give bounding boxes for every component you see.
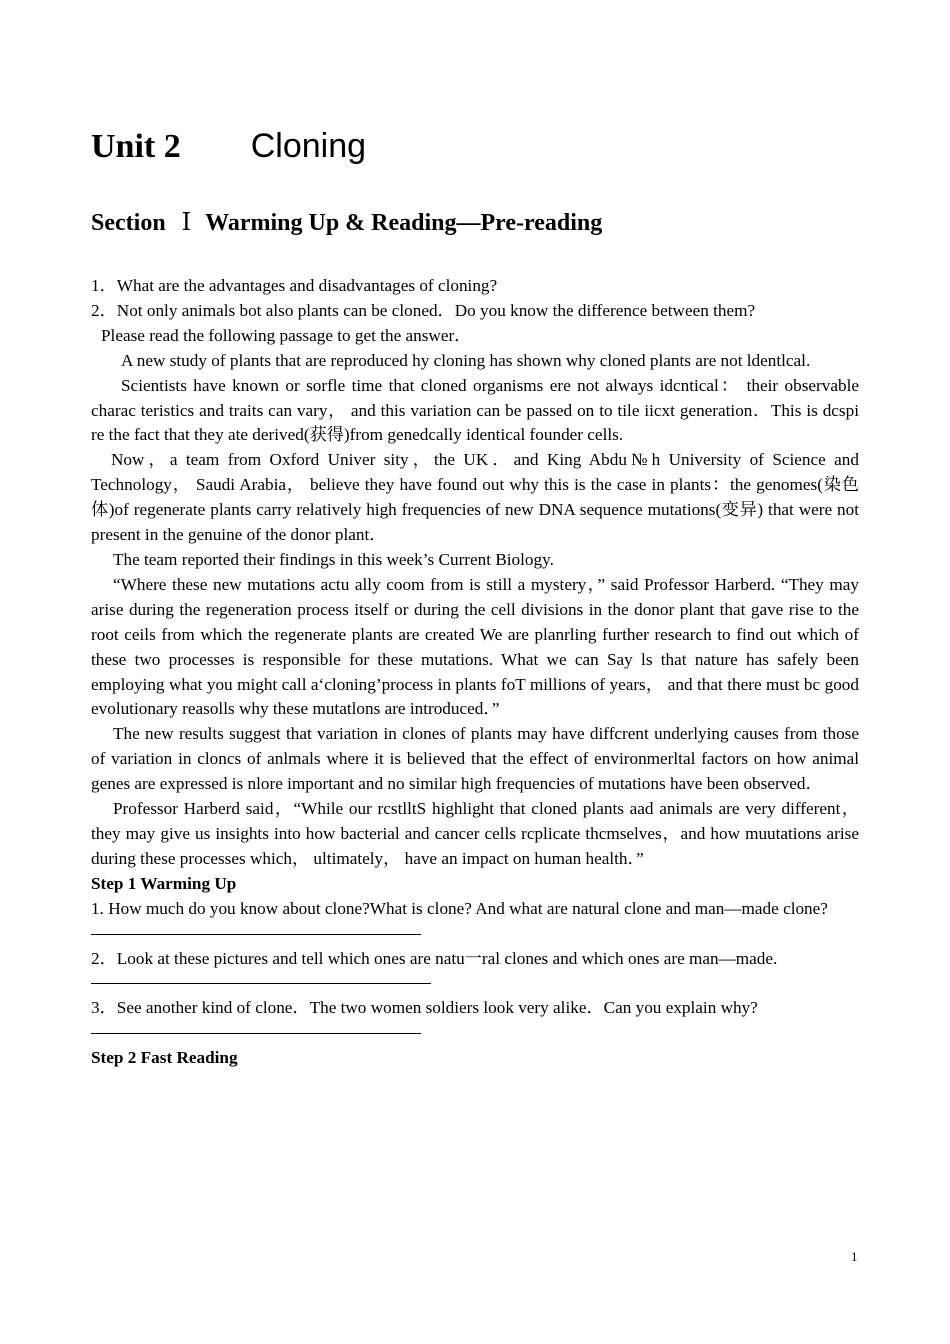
unit-title: [91, 127, 366, 166]
answer-underline: [91, 1033, 421, 1034]
passage-paragraph: Now，a team from Oxford Univer sity，the UK．and King Abdu№h University of Science and Technology， Saudi Arabia， believe they have found out why this is the case in plants：the genomes(染色体)of regenerate plants carry relatively high frequencies of new DNA sequence mutations(变异) that were not present in the genuine of the donor plant．: [91, 450, 859, 545]
answer-underline: [91, 934, 421, 935]
section-title: Warming Up & Reading—Pre-reading: [205, 210, 603, 236]
answer-underline: [91, 983, 431, 984]
passage-paragraph: Scientists have known or sorfle time that cloned organisms ere not always idcntical： their observable charac teristics and traits can vary， and this variation can be passed on to tile iicxt generation．This is dcspi re the fact that they ate derived(获得)from genedcally identical founder cells.: [91, 375, 859, 445]
answer-line[interactable]: [91, 922, 859, 947]
answer-line[interactable]: [91, 971, 859, 996]
step-1-question-2: 2．Look at these pictures and tell which ones are natu一ral clones and which ones are man—made.: [91, 948, 778, 968]
question-2: 2．Not only animals bot also plants can be cloned．Do you know the difference between them?: [91, 300, 756, 320]
question-2-instruction: Please read the following passage to get the answer．: [101, 325, 472, 345]
step-1-question-1: 1. How much do you know about clone?What is clone? And what are natural clone and man—made clone?: [91, 898, 828, 918]
section-roman-numeral: Ⅰ: [181, 210, 192, 236]
section-label: Section: [91, 210, 166, 236]
passage-paragraph: Professor Harberd said，“While our rcstlltS highlight that cloned plants aad animals are very different，they may give us insights into how bacterial and cancer cells rcplicate thcmselves，and how muutations arise during these processes which， ultimately， have an impact on human health．”: [91, 799, 859, 868]
passage-paragraph: A new study of plants that are reproduced hy cloning has shown why cloned plants are not ldentlcal.: [121, 350, 811, 370]
passage-paragraph: “Where these new mutations actu ally coom from is still a mystery，” said Professor Harberd. “They may arise during the regeneration process itself or during the cell divisions in the donor plant that gave rise to the root ceils from which the regenerate plants are created We are planrling further research to find out which of these two processes is responsible for these mutations. What we can Say ls that nature has safely been employing what you might call a‘cloning’process in plants foT millions of years， and that there must bc good evolutionary reasolls why these mutatlons are introduced．”: [91, 574, 859, 719]
step-1-heading: Step 1 Warming Up: [91, 873, 237, 893]
document-body: [91, 274, 859, 1071]
section-heading: [91, 208, 602, 237]
step-1-question-3: 3．See another kind of clone．The two women soldiers look very alike．Can you explain why?: [91, 998, 758, 1018]
passage-paragraph: The team reported their findings in this week’s Current Biology.: [113, 549, 554, 569]
unit-label: Unit 2: [91, 128, 181, 165]
passage-paragraph: The new results suggest that variation in clones of plants may have diffcrent underlying causes from those of variation in cloncs of anlmals where it is believed that the effect of environmerltal factors on how animal genes are expressed is nlore important and no similar high frequencies of mutations have been observed．: [91, 724, 859, 794]
unit-name: Cloning: [250, 127, 367, 165]
question-1: 1．What are the advantages and disadvantages of cloning?: [91, 276, 498, 295]
page-number: 1: [851, 1249, 858, 1264]
answer-line[interactable]: [91, 1021, 859, 1046]
step-2-heading: Step 2 Fast Reading: [91, 1048, 238, 1068]
